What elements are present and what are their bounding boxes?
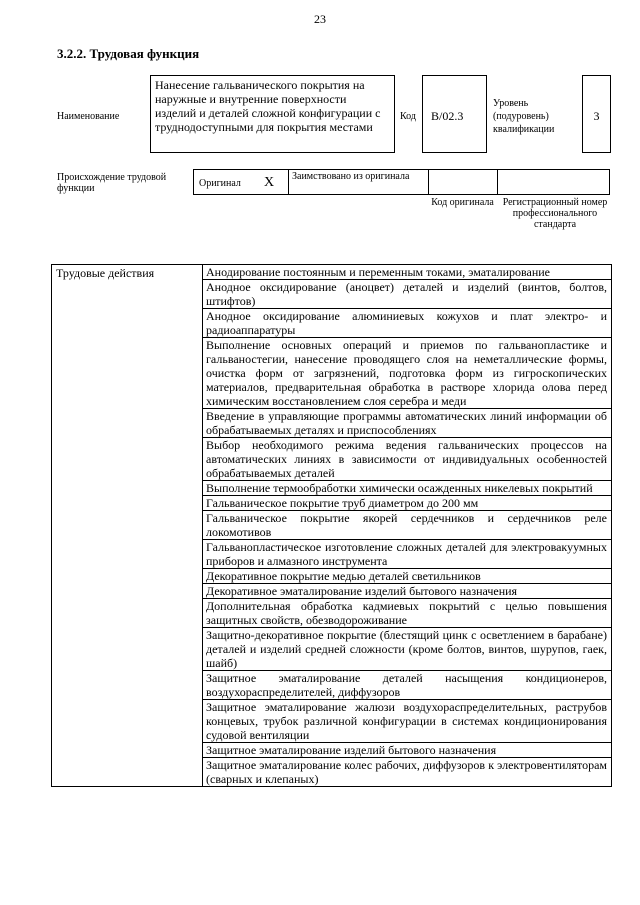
labor-action-item: Выполнение основных операций и приемов по гальванопластике и гальваностегии, нанесение проводящего слоя на неметаллические формы, очистка форм от загрязнений, подготовка форм из гигроскопических материалов, предварительная обработка в растворе хлорида олова перед химическим восстановлением слоя серебра и меди — [203, 338, 612, 409]
labor-action-item: Декоративное эматалирование изделий бытового назначения — [203, 584, 612, 599]
page-number: 23 — [314, 12, 326, 26]
borrowed-label: Заимствовано из оригинала — [292, 171, 410, 182]
function-name: Нанесение гальванического покрытия на наружные и внутренние поверхности изделий и деталей сложной конфигурации с труднодоступными для покрытия местами — [150, 75, 395, 153]
function-code: В/02.3 — [422, 75, 487, 153]
labor-action-item: Анодное оксидирование (аноцвет) деталей и изделий (винтов, болтов, штифтов) — [203, 280, 612, 309]
code-original-label: Код оригинала — [431, 197, 494, 208]
name-label: Наименование — [57, 111, 120, 122]
original-cell — [194, 170, 289, 194]
section-title: 3.2.2. Трудовая функция — [57, 46, 200, 61]
labor-action-item: Защитное эматалирование деталей насыщения кондиционеров, воздухораспределителей, диффузоров — [203, 671, 612, 700]
labor-actions-heading: Трудовые действия — [52, 265, 203, 787]
original-mark: X — [264, 175, 275, 190]
labor-action-item: Декоративное покрытие медью деталей светильников — [203, 569, 612, 584]
code-label: Код — [400, 111, 416, 122]
level-label: Уровень (подуровень) квалификации — [493, 98, 555, 135]
borrowed-cell — [289, 170, 429, 194]
labor-action-item: Выбор необходимого режима ведения гальванических процессов на автоматических линиях в зависимости от индивидуальных особенностей обрабатываемых деталей — [203, 438, 612, 481]
code-original-cell — [429, 170, 498, 194]
labor-action-item: Анодирование постоянным и переменным токами, эматалирование — [203, 265, 612, 280]
labor-action-item: Защитное эматалирование жалюзи воздухораспределительных, раструбов концевых, трубок различной конфигурации в системах кондиционирования судовой вентиляции — [203, 700, 612, 743]
labor-action-item: Защитно-декоративное покрытие (блестящий цинк с осветлением в барабане) деталей и изделий средней сложности (кроме болтов, винтов, шурупов, гаек, шайб) — [203, 628, 612, 671]
table-row — [52, 265, 612, 280]
labor-action-item: Защитное эматалирование колес рабочих, диффузоров к электровентиляторам (сварных и клепаных) — [203, 758, 612, 787]
labor-action-item: Анодное оксидирование алюминиевых кожухов и плат электро- и радиоаппаратуры — [203, 309, 612, 338]
labor-action-item: Дополнительная обработка кадмиевых покрытий с целью повышения защитных свойств, обезводороживание — [203, 599, 612, 628]
labor-action-item: Гальванопластическое изготовление сложных деталей для электровакуумных приборов и алмазного инструмента — [203, 540, 612, 569]
origin-row — [193, 169, 610, 195]
reg-number-label: Регистрационный номер профессионального стандарта — [502, 197, 608, 230]
labor-action-item: Введение в управляющие программы автоматических линий информации об обрабатываемых деталях и приспособлениях — [203, 409, 612, 438]
labor-action-item: Гальваническое покрытие якорей сердечников и сердечников реле локомотивов — [203, 511, 612, 540]
reg-number-cell — [498, 170, 609, 194]
labor-action-item: Выполнение термообработки химически осажденных никелевых покрытий — [203, 481, 612, 496]
labor-action-item: Защитное эматалирование изделий бытового назначения — [203, 743, 612, 758]
origin-label: Происхождение трудовой функции — [57, 172, 167, 194]
function-level: 3 — [582, 75, 611, 153]
labor-actions-table — [51, 264, 612, 787]
original-label: Оригинал — [199, 178, 241, 189]
labor-action-item: Гальваническое покрытие труб диаметром до 200 мм — [203, 496, 612, 511]
